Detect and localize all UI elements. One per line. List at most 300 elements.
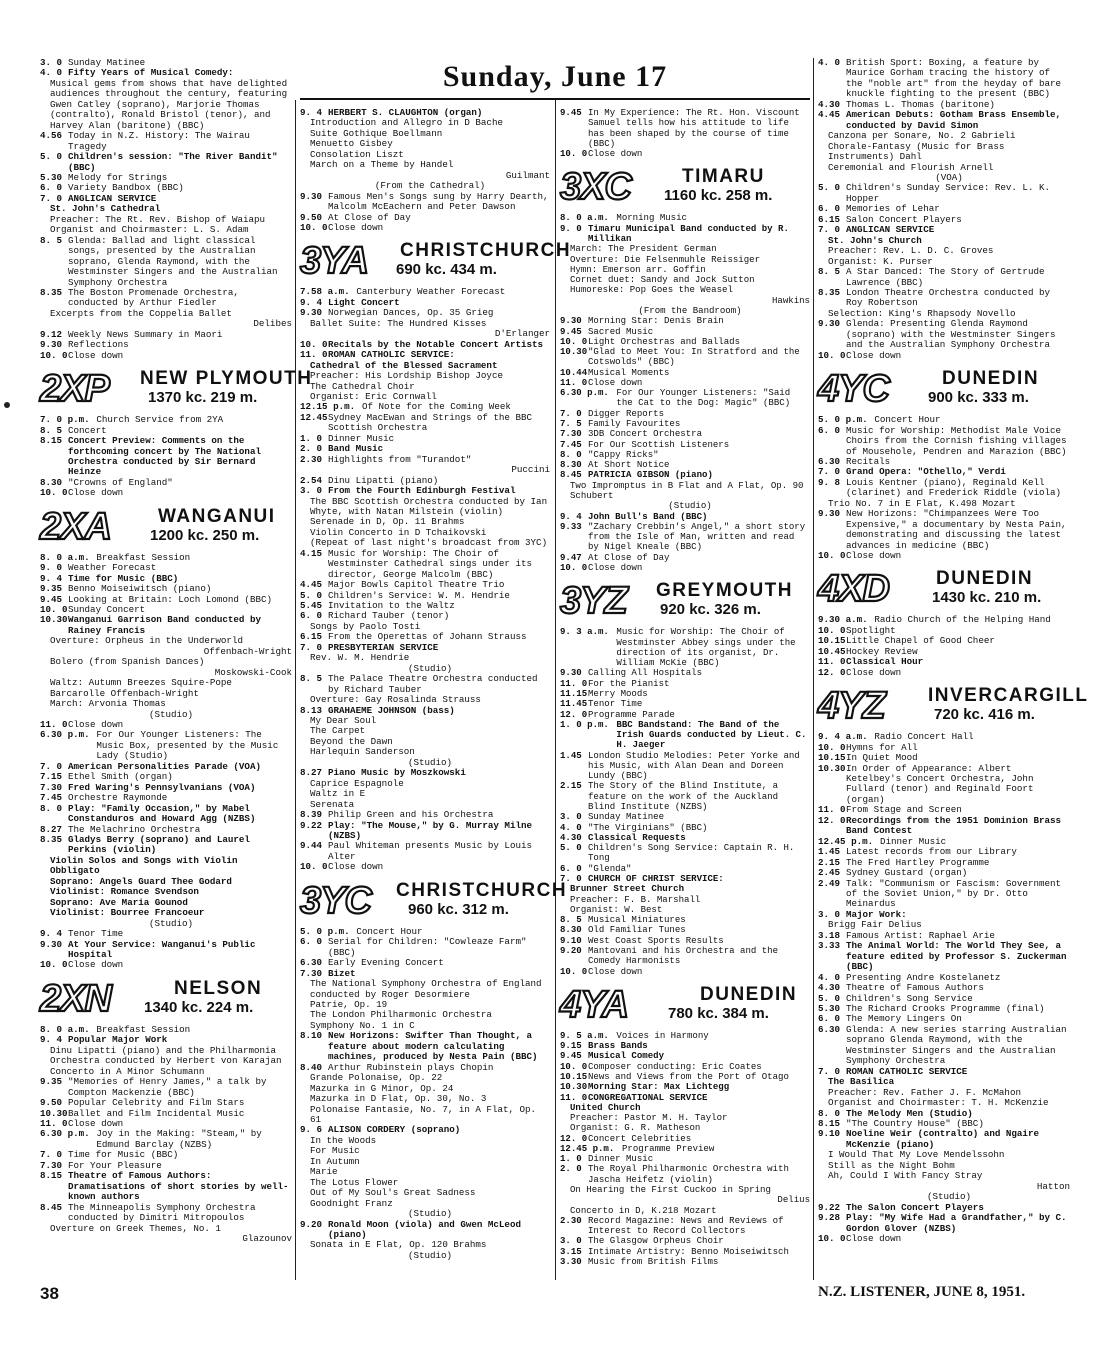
programme-time: 11. 0	[40, 719, 68, 731]
programme-detail: Organist and Choirmaster: L. S. Adam	[50, 224, 249, 236]
programme-time: 6.30 p.m.	[40, 729, 90, 741]
programme-entry	[300, 1220, 550, 1241]
programme-detail: The Carpet	[310, 725, 366, 737]
programme-text: Church Service from 2YA	[96, 414, 224, 426]
programme-time: 11. 0	[818, 656, 846, 668]
programme-time: 9. 4	[40, 1034, 63, 1046]
programme-entry	[300, 1031, 550, 1062]
programme-text: Old Familiar Tunes	[588, 924, 686, 936]
programme-time: 10.15	[818, 635, 846, 647]
programme-time: 9. 4 a.m.	[818, 731, 868, 743]
programme-entry	[300, 643, 550, 653]
programme-detail: March: Arvonia Thomas	[50, 698, 166, 710]
programme-text: Music from British Films	[588, 1256, 719, 1267]
programme-text: Play: "My Wife Had a Grandfather," by C. Gordon Glover (NZBS)	[846, 1212, 1067, 1234]
programme-entry	[40, 804, 292, 825]
programme-time: 5. 0	[40, 151, 63, 163]
programme-entry	[300, 937, 550, 958]
programme-time: 8.15	[40, 435, 63, 447]
programme-text: HERBERT S. CLAUGHTON (organ)	[328, 107, 483, 118]
programme-detail: Cathedral of the Blessed Sacrament	[310, 359, 498, 371]
programme-time: 9. 4	[40, 572, 63, 584]
programme-entry	[818, 110, 1070, 131]
programme-detail: Soprano: Ave Maria Gounod	[50, 896, 188, 908]
programme-detail: Polonaise Fantasie, No. 7, in A Flat, Op. 61	[310, 1103, 537, 1125]
programme-text: Music for Worship: Methodist Male Voice Choirs from the Cornish fishing villages of Mousehole, Pendren and Marazion (BBC)	[846, 424, 1067, 457]
programme-text: In My Experience: The Rt. Hon. Viscount Samuel tells how his attitude to life has been shaped by the course of time (BBC)	[588, 107, 800, 149]
programme-detail: Organist: W. Best	[570, 903, 663, 915]
programme-time: 9.20	[300, 1218, 323, 1230]
programme-text: Canterbury Weather Forecast	[356, 286, 506, 298]
source-note: (Studio)	[407, 1249, 453, 1261]
programme-time: 9. 0	[560, 222, 582, 234]
programme-time: 8.30	[560, 459, 582, 471]
programme-time: 10.30	[40, 1107, 68, 1119]
programme-entry	[560, 388, 810, 409]
column-divider	[813, 58, 814, 1280]
programme-text: Concert	[68, 424, 107, 436]
programme-time: 12.45 p.m.	[818, 835, 874, 847]
programme-time: 5.45	[300, 600, 323, 612]
programme-time: 1.45	[560, 749, 582, 761]
programme-text: 3DB Concert Orchestra	[588, 428, 703, 440]
programme-text: Bizet	[328, 967, 356, 979]
programme-text: Classical Requests	[588, 831, 686, 843]
programme-text: Morning Music	[616, 212, 687, 224]
programme-time: 6.30 p.m.	[560, 387, 609, 399]
composer-credit: Puccini	[511, 464, 550, 476]
station-header	[40, 505, 292, 549]
station-city: DUNEDIN	[700, 983, 798, 1005]
composer-credit: Glazounov	[242, 1232, 292, 1244]
programme-text: Mantovani and his Orchestra and the Comedy Harmonists	[588, 944, 779, 967]
programme-detail: March: The President German	[570, 243, 717, 255]
programme-list	[40, 415, 292, 499]
programme-text: Calling All Hospitals	[588, 667, 703, 679]
station-frequency: 720 kc. 416 m.	[934, 706, 1035, 724]
programme-text: In Quiet Mood	[846, 752, 918, 764]
column-divider	[295, 100, 296, 1280]
programme-time: 3.33	[818, 940, 841, 952]
programme-entry	[818, 668, 1070, 678]
programme-time: 10. 0	[300, 861, 328, 873]
programme-text: Invitation to the Waltz	[328, 600, 455, 612]
programme-entry	[818, 1213, 1070, 1234]
programme-list	[818, 415, 1070, 561]
programme-entry	[40, 1129, 292, 1150]
programme-time: 7. 5	[560, 418, 582, 430]
programme-time: 9. 8	[818, 476, 841, 488]
programme-text: The Royal Philharmonic Orchestra with Jascha Heifetz (violin)	[588, 1163, 789, 1185]
programme-time: 11.45	[560, 698, 588, 710]
programme-text: In Order of Appearance: Albert Ketelbey's Concert Orchestra, John Fullard (tenor) and Reginald Foort (organ)	[846, 762, 1034, 805]
programme-detail: Violin Solos and Songs with Violin Obbligato	[50, 854, 238, 877]
programme-list	[560, 627, 810, 977]
programme-entry	[300, 1125, 550, 1135]
programme-detail: Caprice Espagnole	[310, 777, 404, 789]
station-logo: 4YC	[818, 368, 889, 411]
programme-time: 9.10	[560, 934, 582, 946]
programme-text: Noeline Weir (contralto) and Ngaire McKenzie (piano)	[846, 1128, 1039, 1150]
programme-time: 8. 0	[40, 802, 63, 814]
programme-time: 9. 3 a.m.	[560, 626, 609, 638]
programme-text: Tenor Time	[588, 698, 643, 710]
programme-entry	[818, 1067, 1070, 1077]
programme-detail: Serenade in D, Op. 11 Brahms	[310, 516, 465, 528]
composer-credit: Guilmant	[505, 169, 550, 181]
programme-detail: Overture: Gay Rosalinda Strauss	[310, 694, 481, 706]
programme-detail: Overture: Die Felsenmuhle Reissiger	[570, 253, 761, 265]
programme-detail: Overture: Orpheus in the Underworld	[50, 635, 243, 647]
programme-time: 6.15	[818, 213, 841, 225]
programme-time: 2.49	[818, 877, 841, 889]
station-frequency: 690 kc. 434 m.	[396, 261, 497, 279]
station-frequency: 960 kc. 312 m.	[408, 900, 509, 918]
composer-credit: D'Erlanger	[494, 328, 550, 340]
column-4	[818, 57, 1089, 1244]
programme-time: 9. 4	[40, 928, 63, 940]
source-note: (Studio)	[148, 708, 194, 720]
programme-time: 10.30	[818, 762, 846, 774]
programme-time: 6.30 p.m.	[40, 1128, 90, 1140]
programme-text: Norwegian Dances, Op. 35 Grieg	[328, 307, 494, 319]
programme-time: 10.15	[818, 752, 846, 764]
programme-time: 11. 0	[40, 1117, 68, 1129]
programme-text: Merry Moods	[588, 687, 648, 699]
programme-entry	[300, 350, 550, 360]
programme-time: 5. 0	[300, 589, 323, 601]
programme-text: Popular Celebrity and Film Stars	[68, 1097, 245, 1109]
programme-text: Dinner Music	[328, 432, 395, 444]
programme-text: Today in N.Z. History: The Wairau Tragedy	[68, 130, 250, 152]
programme-time: 10.45	[818, 645, 846, 657]
programme-time: 10. 0	[560, 148, 588, 160]
programme-time: 4.30	[818, 982, 841, 994]
programme-time: 5.30	[818, 1002, 841, 1014]
programme-text: Spotlight	[846, 624, 896, 636]
programme-time: 5. 0 p.m.	[818, 414, 868, 426]
programme-text: Record Magazine: News and Reviews of Interest to Record Collectors	[588, 1214, 784, 1237]
programme-time: 6.30	[818, 455, 841, 467]
programme-detail: Introduction and Allegro in D Bache	[310, 117, 503, 129]
station-city: CHRISTCHURCH	[400, 240, 572, 262]
programme-detail: Mazurka in G Minor, Op. 24	[310, 1082, 454, 1094]
programme-text: "Crowns of England"	[68, 476, 173, 488]
programme-text: Early Evening Concert	[328, 957, 444, 969]
programme-time: 11. 0	[818, 804, 846, 816]
programme-time: 7.45	[40, 792, 63, 804]
programme-text: Tenor Time	[68, 928, 124, 940]
programme-time: 7. 0	[560, 407, 582, 419]
programme-time: 3. 0	[560, 1235, 582, 1247]
programme-time: 8. 5	[560, 914, 582, 926]
programme-time: 9. 4	[300, 107, 323, 118]
programme-time: 7.45	[560, 438, 582, 450]
programme-time: 10. 0	[40, 604, 68, 616]
station-city: TIMARU	[682, 166, 765, 188]
programme-text: Close down	[328, 861, 384, 873]
programme-time: 9.35	[40, 1076, 63, 1088]
programme-time: 10. 0	[818, 741, 846, 753]
programme-text: Weather Forecast	[68, 562, 157, 574]
programme-time: 9.22	[818, 1201, 841, 1213]
programme-text: Musical Comedy	[588, 1050, 665, 1062]
programme-detail: Organist: G. R. Matheson	[570, 1122, 701, 1134]
programme-time: 9. 4	[300, 296, 323, 308]
programme-text: Close down	[588, 561, 643, 573]
programme-text: Thomas L. Thomas (baritone)	[846, 98, 995, 110]
programme-time: 9.30	[40, 938, 63, 950]
station-logo: 4YZ	[818, 685, 885, 728]
programme-text: Concert Hour	[874, 414, 941, 426]
programme-detail: Violin Concerto in D Tchaikovski	[310, 526, 487, 538]
programme-time: 8. 0 a.m.	[40, 1023, 90, 1035]
programme-text: From Stage and Screen	[846, 804, 962, 816]
programme-text: The Memory Lingers On	[846, 1013, 962, 1025]
programme-detail: Canzona per Sonare, No. 2 Gabrieli	[828, 130, 1016, 142]
programme-text: ROMAN CATHOLIC SERVICE:	[328, 349, 455, 361]
programme-text: Recitals by the Notable Concert Artists	[328, 338, 544, 350]
programme-time: 8. 0 a.m.	[40, 551, 90, 563]
programme-entry	[818, 319, 1070, 350]
station-city: NELSON	[174, 977, 263, 999]
programme-text: Sydney Gustard (organ)	[846, 867, 968, 879]
programme-time: 9.12	[40, 328, 63, 340]
programme-time: 10. 0	[560, 561, 588, 573]
programme-entry	[818, 509, 1070, 551]
programme-detail: Rev. W. M. Hendrie	[310, 652, 410, 664]
programme-text: Breakfast Session	[96, 551, 191, 563]
programme-text: Hymns for All	[846, 741, 918, 753]
programme-text: Music for Worship: The Choir of Westminster Abbey sings under the direction of its organist, Dr. William McKie (BBC)	[616, 626, 796, 669]
programme-time: 10.30	[560, 346, 588, 358]
programme-entry	[560, 627, 810, 668]
programme-text: Salon Concert Players	[846, 213, 962, 225]
programme-detail: Ah, Could I With Fancy Stray	[828, 1170, 983, 1182]
programme-entry	[40, 152, 292, 173]
station-frequency: 1200 kc. 250 m.	[150, 526, 260, 544]
programme-text: Musical Miniatures	[588, 914, 686, 926]
station-frequency: 900 kc. 333 m.	[928, 389, 1029, 407]
programme-entry	[40, 835, 292, 856]
station-logo: 3YA	[300, 240, 369, 283]
programme-entry	[560, 316, 810, 326]
programme-text: Voices in Harmony	[616, 1029, 709, 1041]
programme-detail: Barcarolle Offenbach-Wright	[50, 687, 199, 699]
programme-entry	[300, 223, 550, 233]
programme-entry	[40, 615, 292, 636]
station-header	[560, 983, 810, 1027]
programme-text: Close down	[588, 148, 643, 160]
programme-time: 4.30	[818, 98, 841, 110]
programme-detail: Symphony No. 1 in C	[310, 1019, 415, 1031]
programme-text: PRESBYTERIAN SERVICE	[328, 641, 439, 653]
station-header	[818, 367, 1070, 411]
programme-detail: Consolation Liszt	[310, 148, 404, 160]
programme-detail: I Would That My Love Mendelssohn	[828, 1149, 1005, 1161]
programme-entry	[818, 879, 1070, 910]
programme-entry	[40, 436, 292, 478]
programme-text: Children's Service: W. M. Hendrie	[328, 589, 510, 601]
programme-time: 7.30	[40, 781, 63, 793]
programme-detail: The Lotus Flower	[310, 1176, 399, 1188]
programme-text: Close down	[846, 550, 902, 562]
programme-entry	[300, 768, 550, 778]
programme-entry	[818, 351, 1070, 361]
programme-detail: Sonata in E Flat, Op. 120 Brahms	[310, 1239, 487, 1251]
programme-time: 5. 0	[560, 842, 582, 854]
programme-detail: Goodnight Franz	[310, 1197, 393, 1209]
programme-text: ANGLICAN SERVICE	[846, 224, 935, 236]
programme-time: 9.22	[300, 819, 323, 831]
programme-list	[300, 108, 550, 233]
programme-entry	[818, 983, 1070, 993]
programme-time: 9.28	[818, 1212, 841, 1224]
programme-detail: Preacher: The Rt. Rev. Bishop of Waiapu	[50, 213, 266, 225]
source-note: (From the Bandroom)	[638, 304, 742, 316]
programme-text: The Boston Promenade Orchestra, conducted by Arthur Fiedler	[68, 286, 239, 309]
programme-time: 7.15	[40, 771, 63, 783]
source-note: (Studio)	[926, 1191, 972, 1203]
programme-text: Grand Opera: "Othello," Verdi	[846, 466, 1006, 478]
programme-text: Variety Bandbox (BBC)	[68, 182, 184, 194]
programme-text: Musical Moments	[588, 366, 670, 378]
programme-entry	[300, 580, 550, 590]
station-logo: 4YA	[560, 983, 629, 1026]
programme-text: Reflections	[68, 339, 129, 351]
programme-entry	[40, 236, 292, 288]
programme-entry	[300, 862, 550, 872]
programme-text: Concert Hour	[356, 925, 423, 937]
page-number: 38	[40, 1284, 59, 1303]
programme-time: 4.30	[560, 831, 582, 843]
programme-text: Theatre of Famous Authors	[846, 982, 984, 994]
programme-text: Light Concert	[328, 296, 400, 308]
programme-detail: Still as the Night Bohm	[828, 1159, 955, 1171]
programme-detail: In Autumn	[310, 1155, 360, 1167]
programme-text: Close down	[588, 965, 643, 977]
programme-time: 12. 0	[560, 708, 588, 720]
programme-time: 9.45	[560, 1050, 582, 1062]
programme-entry	[560, 1093, 810, 1103]
page-title: Sunday, June 17	[442, 60, 668, 93]
programme-detail: Waltz: Autumn Breezes Squire-Pope	[50, 677, 232, 689]
programme-detail: Suite Gothique Boellmann	[310, 127, 443, 139]
programme-time: 7. 0	[560, 873, 582, 884]
station-header	[300, 239, 572, 283]
programme-text: Gladys Berry (soprano) and Laurel Perkins (violin)	[68, 834, 250, 856]
programme-detail: Brigg Fair Delius	[828, 919, 922, 931]
programme-text: Concert Celebrities	[588, 1132, 692, 1144]
programme-text: London Studio Melodies: Peter Yorke and his Music, with Alan Dean and Doreen Lundy (BBC)	[588, 749, 800, 782]
programme-time: 2.15	[818, 856, 841, 868]
programme-entry	[40, 1203, 292, 1224]
programme-entry	[300, 1063, 550, 1073]
composer-credit: Offenbach-Wright	[203, 645, 292, 657]
programme-detail: Excerpts from the Coppelia Ballet	[50, 307, 232, 319]
programme-text: Richard Tauber (tenor)	[328, 610, 450, 622]
programme-text: The Glasgow Orpheus Choir	[588, 1235, 724, 1247]
programme-entry	[818, 910, 1070, 920]
programme-time: 10. 0	[300, 338, 328, 350]
source-note: (Studio)	[148, 917, 194, 929]
programme-detail: (Repeat of last night's broadcast from 3YC)	[310, 537, 548, 549]
programme-entry	[818, 551, 1070, 561]
programme-text: Close down	[588, 376, 643, 388]
station-city: NEW PLYMOUTH	[140, 368, 313, 390]
programme-text: Dinner Music	[588, 1153, 654, 1165]
station-frequency: 780 kc. 384 m.	[668, 1004, 769, 1022]
programme-detail: Patrie, Op. 19	[310, 998, 388, 1010]
programme-entry	[40, 131, 292, 152]
programme-time: 7. 0 p.m.	[40, 414, 90, 426]
station-frequency: 1430 kc. 210 m.	[932, 589, 1042, 607]
programme-text: British Sport: Boxing, a feature by Maurice Gorham tracing the history of the "noble art" from the heyday of bare knuckle fighting to the present (BBC)	[846, 57, 1062, 100]
programme-entry	[560, 470, 810, 480]
programme-entry	[560, 108, 810, 149]
programme-detail: Preacher: F. B. Marshall	[570, 893, 701, 905]
programme-time: 10. 0	[818, 1232, 846, 1244]
programme-entry	[818, 288, 1070, 309]
programme-text: Major Work:	[846, 908, 907, 920]
programme-detail: St. John's Church	[828, 234, 922, 246]
programme-text: Play: "The Mouse," by G. Murray Milne (NZBS)	[328, 819, 532, 841]
programme-time: 8. 5	[40, 234, 63, 246]
programme-entry	[300, 455, 550, 465]
source-note: (VOA)	[935, 171, 963, 183]
programme-entry	[560, 967, 810, 977]
programme-text: News and Views from the Port of Otago	[588, 1070, 789, 1082]
programme-text: Children's Song Service	[846, 992, 973, 1004]
programme-text: Radio Church of the Helping Hand	[874, 614, 1051, 626]
programme-text: From the Fourth Edinburgh Festival	[328, 485, 516, 497]
programme-detail: Waltz in E	[310, 788, 366, 800]
programme-text: Close down	[68, 1117, 124, 1129]
programme-entry	[818, 941, 1070, 972]
programme-time: 6.15	[300, 631, 323, 643]
programme-entry	[818, 183, 1070, 204]
programme-time: 10. 0	[818, 624, 846, 636]
column-3	[560, 108, 810, 1267]
programme-detail: Ceremonial and Flourish Arnell	[828, 161, 994, 173]
programme-text: American Personalities Parade (VOA)	[68, 760, 261, 772]
programme-time: 9.45	[40, 593, 63, 605]
station-header	[560, 579, 810, 623]
programme-time: 3. 0	[560, 811, 582, 823]
programme-entry	[300, 821, 550, 842]
programme-time: 7. 0	[818, 224, 841, 236]
programme-time: 9.15	[560, 1040, 582, 1052]
programme-entry	[818, 225, 1070, 235]
programme-text: "Zachary Crebbin's Angel," a short story from the Isle of Man, written and read by Nigel Kneale (BBC)	[588, 520, 806, 553]
programme-time: 9.30	[560, 667, 582, 679]
programme-text: American Debuts: Gotham Brass Ensemble, conducted by David Simon	[846, 109, 1062, 131]
programme-detail: My Dear Soul	[310, 715, 377, 727]
programme-time: 2.30	[300, 453, 323, 465]
station-frequency: 1160 kc. 258 m.	[664, 187, 773, 205]
programme-text: Concert Preview: Comments on the forthcoming concert by The National Orchestra conducted by Sir Bernard Heinze	[68, 435, 261, 478]
programme-time: 2.45	[818, 867, 841, 879]
programme-text: The Palace Theatre Orchestra conducted by Richard Tauber	[328, 673, 538, 695]
programme-time: 10. 0	[818, 550, 846, 562]
programme-entry	[818, 426, 1070, 457]
programme-time: 9.45	[560, 107, 582, 118]
programme-time: 12. 0	[560, 1132, 588, 1144]
programme-entry	[818, 1234, 1070, 1244]
programme-entry	[818, 58, 1070, 100]
programme-time: 11. 0	[560, 1091, 588, 1103]
station-city: CHRISTCHURCH	[396, 879, 568, 901]
